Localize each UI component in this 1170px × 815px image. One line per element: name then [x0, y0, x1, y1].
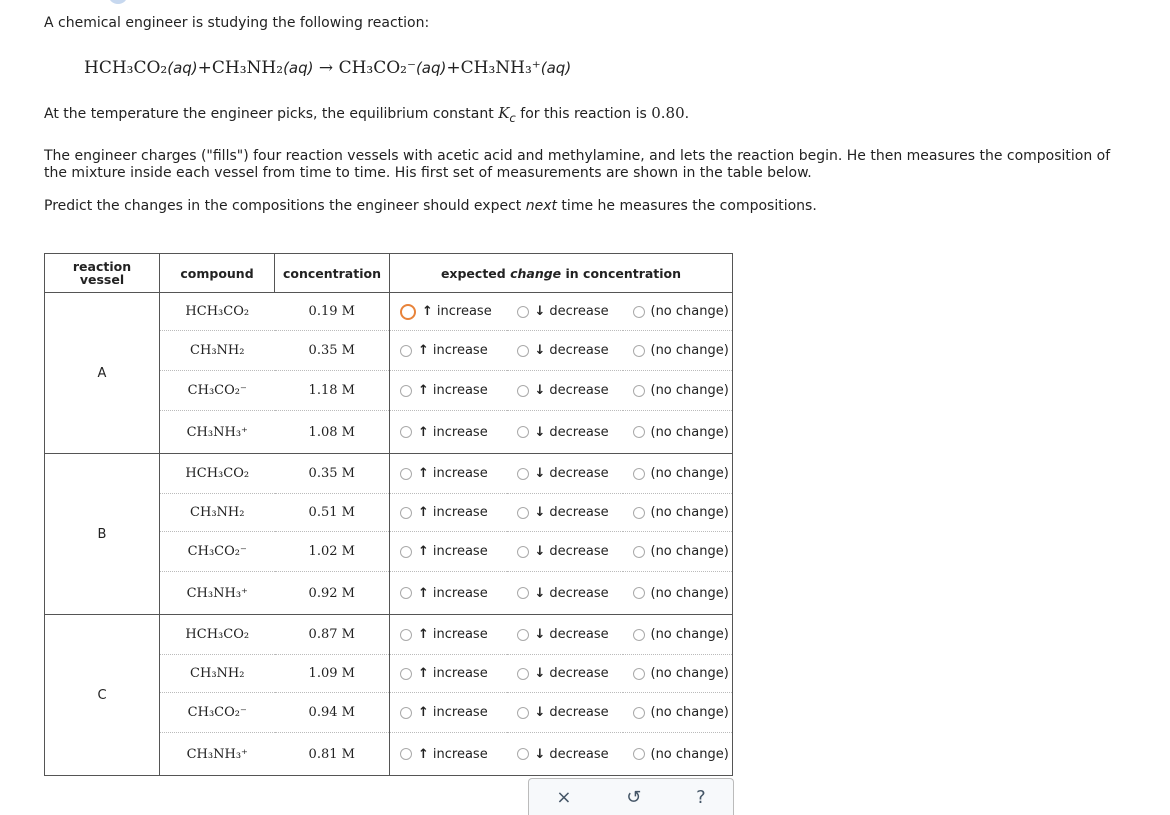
radio-decrease[interactable]: [517, 468, 529, 480]
concentration-cell: 0.51 M: [275, 494, 390, 532]
compound-cell: CH₃CO₂⁻: [160, 693, 275, 733]
option-label: increase: [432, 544, 488, 559]
option-wrapper[interactable]: [623, 586, 733, 601]
option-wrapper[interactable]: [623, 705, 733, 720]
radio-decrease[interactable]: [517, 385, 529, 397]
header-expected-change: expected change in concentration: [390, 254, 733, 293]
composition-table: [44, 253, 733, 776]
option-wrapper[interactable]: [507, 466, 623, 481]
arrow-down-icon: ↓: [534, 505, 546, 520]
option-increase[interactable]: [390, 331, 507, 371]
radio-no-change[interactable]: [633, 306, 645, 318]
option-label: increase: [432, 383, 488, 398]
vessel-label: A: [45, 293, 160, 454]
table-row: [45, 615, 733, 655]
concentration-cell: 1.08 M: [275, 411, 390, 454]
radio-no-change[interactable]: [633, 507, 645, 519]
option-label: (no change): [650, 746, 729, 762]
radio-decrease[interactable]: [517, 587, 529, 599]
header-vessel: reaction vessel: [45, 254, 160, 293]
option-no-change[interactable]: [623, 615, 733, 655]
option-wrapper[interactable]: [390, 544, 507, 559]
reactant-methylamine: CH₃NH₂: [211, 58, 284, 78]
option-label: (no change): [650, 627, 729, 642]
option-wrapper[interactable]: [390, 466, 507, 481]
compound-cell: CH₃NH₂: [160, 331, 275, 371]
option-no-change[interactable]: [623, 693, 733, 733]
compound-cell: CH₃NH₃⁺: [160, 733, 275, 776]
concentration-cell: 0.35 M: [275, 454, 390, 494]
compound-cell: HCH₃CO₂: [160, 454, 275, 494]
arrow-up-icon: ↑: [418, 466, 429, 481]
arrow-down-icon: ↓: [534, 424, 546, 440]
option-wrapper[interactable]: [623, 343, 733, 358]
option-increase[interactable]: [390, 572, 507, 615]
option-wrapper[interactable]: [507, 627, 623, 642]
compound-cell: HCH₃CO₂: [160, 615, 275, 655]
k-value: 0.80: [651, 104, 685, 122]
radio-no-change[interactable]: [633, 426, 645, 438]
option-label: (no change): [650, 585, 729, 601]
option-decrease[interactable]: [507, 454, 623, 494]
option-wrapper[interactable]: [507, 343, 623, 358]
arrow-up-icon: ↑: [418, 746, 429, 762]
option-increase[interactable]: [390, 532, 507, 572]
radio-increase[interactable]: [400, 587, 412, 599]
arrow-down-icon: ↓: [534, 705, 546, 720]
option-label: (no change): [650, 343, 729, 358]
collapse-chevron-icon[interactable]: [108, 0, 128, 4]
option-increase[interactable]: [390, 615, 507, 655]
predict-instruction: Predict the changes in the compositions the engineer should expect next time he measures the compositions.: [44, 198, 817, 214]
option-wrapper[interactable]: [623, 383, 733, 398]
compound-cell: CH₃CO₂⁻: [160, 532, 275, 572]
option-label: increase: [432, 343, 488, 358]
option-increase[interactable]: [390, 293, 507, 331]
option-wrapper[interactable]: [623, 304, 733, 319]
compound-cell: CH₃CO₂⁻: [160, 371, 275, 411]
option-wrapper[interactable]: [623, 425, 733, 440]
option-increase[interactable]: [390, 454, 507, 494]
arrow-up-icon: ↑: [418, 544, 429, 559]
compound-cell: CH₃NH₂: [160, 494, 275, 532]
option-no-change[interactable]: [623, 454, 733, 494]
compound-cell: CH₃NH₃⁺: [160, 572, 275, 615]
option-label: increase: [432, 424, 488, 440]
radio-increase[interactable]: [400, 629, 412, 641]
radio-decrease[interactable]: [517, 668, 529, 680]
option-decrease[interactable]: [507, 532, 623, 572]
radio-no-change[interactable]: [633, 748, 645, 760]
undo-icon[interactable]: ↺: [626, 786, 642, 808]
option-wrapper[interactable]: [507, 505, 623, 520]
vessel-label: C: [45, 615, 160, 776]
option-label: increase: [436, 304, 492, 319]
option-decrease[interactable]: [507, 331, 623, 371]
option-label: (no change): [650, 505, 729, 520]
concentration-cell: 1.09 M: [275, 655, 390, 693]
radio-decrease[interactable]: [517, 507, 529, 519]
arrow-down-icon: ↓: [534, 544, 546, 559]
answer-toolbar: [528, 778, 734, 815]
clear-icon[interactable]: ×: [556, 786, 572, 808]
option-decrease[interactable]: [507, 655, 623, 693]
arrow-down-icon: ↓: [534, 746, 546, 762]
radio-decrease[interactable]: [517, 707, 529, 719]
option-label: (no change): [650, 705, 729, 720]
option-wrapper[interactable]: [623, 666, 733, 681]
radio-no-change[interactable]: [633, 707, 645, 719]
arrow-down-icon: ↓: [534, 627, 546, 642]
option-wrapper[interactable]: [390, 425, 507, 440]
option-no-change[interactable]: [623, 293, 733, 331]
table-row: [45, 293, 733, 331]
intro-text: A chemical engineer is studying the following reaction:: [44, 15, 430, 31]
arrow-up-icon: ↑: [418, 627, 429, 642]
option-decrease[interactable]: [507, 293, 623, 331]
option-wrapper[interactable]: [507, 705, 623, 720]
option-no-change[interactable]: [623, 411, 733, 454]
option-increase[interactable]: [390, 494, 507, 532]
option-decrease[interactable]: [507, 615, 623, 655]
option-no-change[interactable]: [623, 494, 733, 532]
radio-no-change[interactable]: [633, 668, 645, 680]
arrow-up-icon: ↑: [418, 705, 429, 720]
option-decrease[interactable]: [507, 572, 623, 615]
arrow-down-icon: ↓: [534, 666, 546, 681]
option-label: (no change): [650, 424, 729, 440]
radio-decrease[interactable]: [517, 629, 529, 641]
option-label: decrease: [549, 424, 609, 440]
option-label: decrease: [549, 505, 609, 520]
option-wrapper[interactable]: [623, 466, 733, 481]
option-wrapper[interactable]: [390, 747, 507, 762]
arrow-down-icon: ↓: [534, 343, 546, 358]
compound-cell: CH₃NH₂: [160, 655, 275, 693]
option-label: increase: [432, 466, 488, 481]
product-methylammonium: CH₃NH₃⁺: [460, 58, 541, 78]
radio-decrease[interactable]: [517, 306, 529, 318]
arrow-down-icon: ↓: [534, 585, 546, 601]
radio-decrease[interactable]: [517, 546, 529, 558]
arrow-up-icon: ↑: [418, 505, 429, 520]
option-label: decrease: [549, 383, 609, 398]
radio-increase[interactable]: [400, 304, 416, 320]
option-wrapper[interactable]: [390, 627, 507, 642]
reaction-equation: HCH₃CO₂(aq)+CH₃NH₂(aq) → CH₃CO₂⁻(aq)+CH₃NH₃⁺(aq): [84, 58, 572, 78]
arrow-up-icon: ↑: [418, 343, 429, 358]
arrow-down-icon: ↓: [534, 304, 546, 319]
option-wrapper[interactable]: [507, 425, 623, 440]
arrow-up-icon: ↑: [418, 424, 429, 440]
option-label: (no change): [650, 304, 729, 319]
concentration-cell: 1.18 M: [275, 371, 390, 411]
option-decrease[interactable]: [507, 494, 623, 532]
radio-increase[interactable]: [400, 707, 412, 719]
option-wrapper[interactable]: [390, 666, 507, 681]
option-wrapper[interactable]: [623, 627, 733, 642]
option-wrapper[interactable]: [507, 304, 623, 319]
option-wrapper[interactable]: [507, 586, 623, 601]
option-label: (no change): [650, 466, 729, 481]
compound-cell: HCH₃CO₂: [160, 293, 275, 331]
concentration-cell: 0.81 M: [275, 733, 390, 776]
arrow-down-icon: ↓: [534, 466, 546, 481]
radio-no-change[interactable]: [633, 546, 645, 558]
option-wrapper[interactable]: [507, 747, 623, 762]
option-label: increase: [432, 505, 488, 520]
option-increase[interactable]: [390, 693, 507, 733]
option-wrapper[interactable]: [390, 586, 507, 601]
problem-paragraph: The engineer charges ("fills") four reaction vessels with acetic acid and methylamine, and lets the reaction begin. He then measures the composition of the mixture inside each vessel from time to time. His first set of measurements are shown in the table below.: [44, 148, 1111, 181]
option-no-change[interactable]: [623, 371, 733, 411]
header-compound: compound: [160, 254, 275, 293]
option-label: (no change): [650, 666, 729, 681]
option-label: decrease: [549, 746, 609, 762]
option-no-change[interactable]: [623, 331, 733, 371]
option-label: (no change): [650, 383, 729, 398]
option-label: increase: [432, 705, 488, 720]
option-label: increase: [432, 585, 488, 601]
concentration-cell: 0.35 M: [275, 331, 390, 371]
radio-decrease[interactable]: [517, 748, 529, 760]
option-no-change[interactable]: [623, 655, 733, 693]
help-icon[interactable]: ?: [696, 786, 706, 808]
vessel-label: B: [45, 454, 160, 615]
option-label: decrease: [549, 705, 609, 720]
table-row: [45, 454, 733, 494]
option-label: increase: [432, 666, 488, 681]
radio-increase[interactable]: [400, 748, 412, 760]
radio-increase[interactable]: [400, 546, 412, 558]
option-no-change[interactable]: [623, 733, 733, 776]
option-increase[interactable]: [390, 411, 507, 454]
compound-cell: CH₃NH₃⁺: [160, 411, 275, 454]
concentration-cell: 0.92 M: [275, 572, 390, 615]
radio-no-change[interactable]: [633, 629, 645, 641]
radio-no-change[interactable]: [633, 587, 645, 599]
radio-no-change[interactable]: [633, 385, 645, 397]
radio-increase[interactable]: [400, 507, 412, 519]
option-decrease[interactable]: [507, 733, 623, 776]
option-wrapper[interactable]: [507, 544, 623, 559]
option-no-change[interactable]: [623, 572, 733, 615]
option-increase[interactable]: [390, 371, 507, 411]
radio-no-change[interactable]: [633, 468, 645, 480]
concentration-cell: 0.94 M: [275, 693, 390, 733]
option-label: decrease: [549, 343, 609, 358]
radio-decrease[interactable]: [517, 426, 529, 438]
arrow-up-icon: ↑: [418, 666, 429, 681]
header-concentration: concentration: [275, 254, 390, 293]
radio-increase[interactable]: [400, 385, 412, 397]
option-label: increase: [432, 627, 488, 642]
option-increase[interactable]: [390, 733, 507, 776]
option-label: decrease: [549, 666, 609, 681]
option-label: decrease: [549, 304, 609, 319]
option-label: (no change): [650, 544, 729, 559]
arrow-up-icon: ↑: [418, 585, 429, 601]
k-symbol: K: [498, 104, 510, 122]
option-wrapper[interactable]: [507, 666, 623, 681]
radio-increase[interactable]: [400, 668, 412, 680]
option-wrapper[interactable]: [390, 343, 507, 358]
option-wrapper[interactable]: [390, 505, 507, 520]
option-label: decrease: [549, 544, 609, 559]
option-wrapper[interactable]: [623, 505, 733, 520]
reaction-arrow: →: [318, 58, 334, 78]
equilibrium-constant-line: At the temperature the engineer picks, the equilibrium constant $K_c$ for this reaction is 0.80.: [44, 104, 690, 125]
option-label: increase: [432, 746, 488, 762]
option-decrease[interactable]: [507, 693, 623, 733]
option-decrease[interactable]: [507, 371, 623, 411]
radio-no-change[interactable]: [633, 345, 645, 357]
reactant-acetic-acid: HCH₃CO₂: [84, 58, 168, 78]
radio-decrease[interactable]: [517, 345, 529, 357]
radio-increase[interactable]: [400, 345, 412, 357]
arrow-up-icon: ↑: [422, 304, 433, 319]
option-wrapper[interactable]: [507, 383, 623, 398]
option-wrapper[interactable]: [623, 747, 733, 762]
option-decrease[interactable]: [507, 411, 623, 454]
option-label: decrease: [549, 585, 609, 601]
option-wrapper[interactable]: [623, 544, 733, 559]
option-label: decrease: [549, 627, 609, 642]
option-wrapper[interactable]: [390, 383, 507, 398]
option-no-change[interactable]: [623, 532, 733, 572]
product-acetate: CH₃CO₂⁻: [338, 58, 416, 78]
option-wrapper[interactable]: [390, 304, 507, 320]
arrow-up-icon: ↑: [418, 383, 429, 398]
radio-increase[interactable]: [400, 426, 412, 438]
option-increase[interactable]: [390, 655, 507, 693]
arrow-down-icon: ↓: [534, 383, 546, 398]
radio-increase[interactable]: [400, 468, 412, 480]
option-wrapper[interactable]: [390, 705, 507, 720]
concentration-cell: 0.19 M: [275, 293, 390, 331]
concentration-cell: 0.87 M: [275, 615, 390, 655]
concentration-cell: 1.02 M: [275, 532, 390, 572]
option-label: decrease: [549, 466, 609, 481]
